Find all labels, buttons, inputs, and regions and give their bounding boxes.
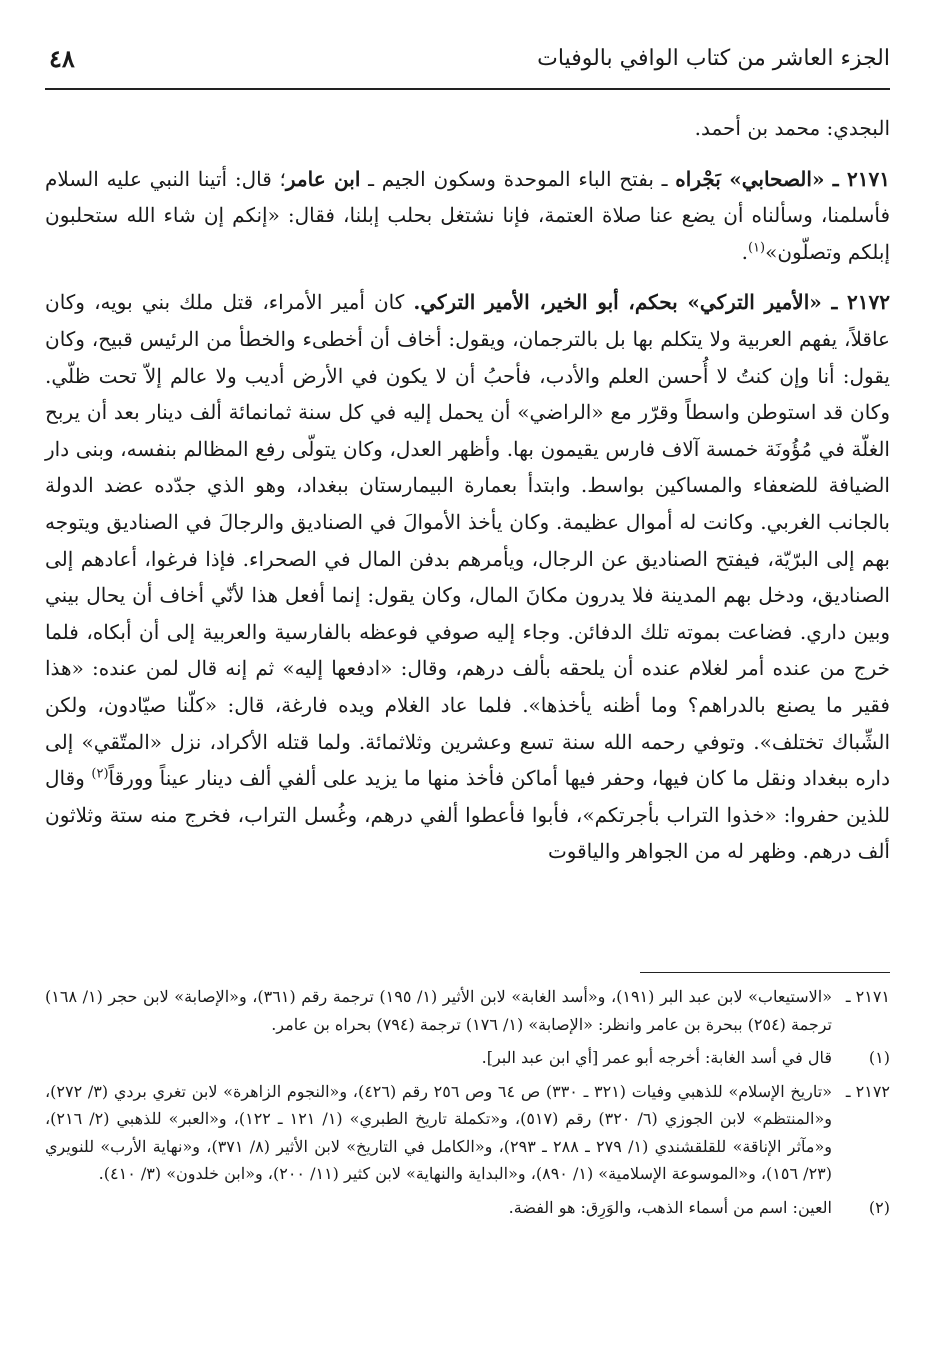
footnote-item [45,1078,890,1188]
footnote-marker-2: (٢) [91,766,109,782]
entry-2172-text: كان أمير الأمراء، قتل ملك بني بويه، وكان عاقلاً، يفهم العربية ولا يتكلم بها بل بالترجمان، ويقول: أخاف أن أخطىء والخطأ من الرئيس قبيح، وكان يقول: أنا وإن كنتُ لا أُحسن العلم والأدب، فأحبُ أن لا يكون في الأرض أديب ولا عالم إلاّ تحت ظلّي. وكان قد استوطن واسطاً وقرّر مع «الراضي» أن يحمل إليه في كل سنة ثمانمائة ألف دينار بعد أن يربح الغلّة في مُؤُونَة خمسة آلاف فارس يقيمون بها. وأظهر العدل، وكان يتولّى رفع المظالم بنفسه، وبنى دار الضيافة للضعفاء والمساكين بواسط. وابتدأ بعمارة البيمارستان ببغداد، وهو الذي جدّده عضد الدولة بالجانب الغربي. وكانت له أموال عظيمة. وكان يأخذ الأموالَ في الصناديق والرجالَ في الصناديق ويتوجه بهم إلى البرّيّة، فيفتح الصناديق عن الرجال، ويأمرهم بدفن المال في الصحراء. فإذا فرغوا، أعادهم إلى الصناديق، ودخل بهم المدينة فلا يدرون مكانَ المال، وكان يقول: إنما أفعل هذا لأنّي أخاف أن يحال بيني وبين داري. فضاعت بموته تلك الدفائن. وجاء إليه صوفي فوعظه بالفارسية والعربية إلى أن أبكاه، فلما خرج من عنده أمر لغلام عنده أن يلحقه بألف درهم، وقال: «ادفعها إليه» ثم إنه قال لمن عنده: «هذا فقير ما يصنع بالدراهم؟ وما أظنه يأخذها». فلما عاد الغلام ويده فارغة، قال: «كلّنا صيّادون، ولكن الشِّباك تختلف». وتوفي رحمه الله سنة تسع وعشرين وثلاثمائة. ولما قتله الأكراد، نزل «المتّقي» إلى داره ببغداد ونقل ما كان فيها، وحفر فيها أماكن فأخذ منها ما يزيد على ألفي ألف دينار عيناً وورقاً [45,290,890,791]
entry-2171-text-b: ؛ قال: أتينا النبي عليه السلام فأسلمنا، وسألناه أن يضع عنا صلاة العتمة، فإنا نشتغل بحلب إبلنا، فقال: «إنكم إن شاء الله ستحلبون إبلكم وتصلّون» [45,166,890,264]
entry-2172-text-end: وقال للذين حفروا: «خذوا التراب بأجرتكم»، فأبوا فأعطوا ألفي درهم، وغُسل التراب، فخرج منه ستة وثلاثون ألف درهم. وظهر له من الجواهر والياقوت [45,766,890,864]
running-title: الجزء العاشر من كتاب الوافي بالوفيات [537,46,890,71]
footnote-label: (٢) [868,1197,890,1217]
footnote-divider [640,972,890,973]
main-text [45,110,890,884]
running-header [45,40,890,90]
entry-2171 [45,161,890,271]
footnote-text: «تاريخ الإسلام» للذهبي وفيات (٣٢١ ـ ٣٣٠) ص ٦٤ وص ٢٥٦ رقم (٤٢٦)، و«النجوم الزاهرة» لابن تغري بردي (٣/ ٢٧٢)، و«المنتظم» لابن الجوزي (٦/ ٣٢٠) رقم (٥١٧)، و«تكملة تاريخ الطبري» (١/ ١٢١ ـ ١٢٢)، و«العبر» للذهبي (٢/ ٢١٦)، و«مآثر الإناقة» للقلقشندي (١/ ٢٧٩ ـ ٢٨٨ ـ ٢٩٣)، و«الكامل في التاريخ» لابن الأثير (٨/ ٣٧١)، و«نهاية الأرب» للنويري (٢٣/ ١٥٦)، و«الموسوعة الإسلامية» (١/ ٨٩٠)، و«البداية والنهاية» لابن كثير (١١/ ٢٠٠)، و«ابن خلدون» (٣/ ٤١٠). [45,1081,833,1183]
footnote-text: قال في أسد الغابة: أخرجه أبو عمر [أي ابن عبد البر]. [481,1048,832,1067]
entry-2171-name: ابن عامر [285,166,361,191]
footnote-text: «الاستيعاب» لابن عبد البر (١٩١)، و«أسد الغابة» لابن الأثير (١/ ١٩٥) ترجمة رقم (٣٦١)، و«الإصابة» لابن حجر (١/ ١٦٨) ترجمة (٢٥٤) ببحرة بن عامر وانظر: «الإصابة» (١/ ١٧٦) ترجمة (٧٩٤) بحراه بن عامر. [45,987,833,1034]
footnote-item [45,1044,890,1072]
footnote-marker-1: (١) [747,240,766,256]
footnote-label: ٢١٧١ ـ [845,987,890,1006]
page-number: ٤٨ [49,44,75,73]
book-page [45,30,890,1350]
entry-2171-text-a: ـ بفتح الباء الموحدة وسكون الجيم ـ [368,166,668,191]
entry-2171-text-end: . [741,239,748,264]
entry-2172-heading: ٢١٧٢ ـ «الأمير التركي» بحكم، أبو الخير، الأمير التركي. [413,290,891,315]
footnote-item [45,983,890,1038]
footnotes [45,972,890,1227]
footnote-item [45,1194,890,1222]
intro-line: البجدي: محمد بن أحمد. [694,116,890,140]
entry-2172 [45,284,890,870]
footnote-label: (١) [868,1048,890,1067]
footnote-text: العين: اسم من أسماء الذهب، والوَرِق: هو الفضة. [508,1197,832,1217]
entry-2171-heading: ٢١٧١ ـ «الصحابي» بَجْراه [675,166,891,191]
footnote-label: ٢١٧٢ ـ [845,1081,890,1101]
